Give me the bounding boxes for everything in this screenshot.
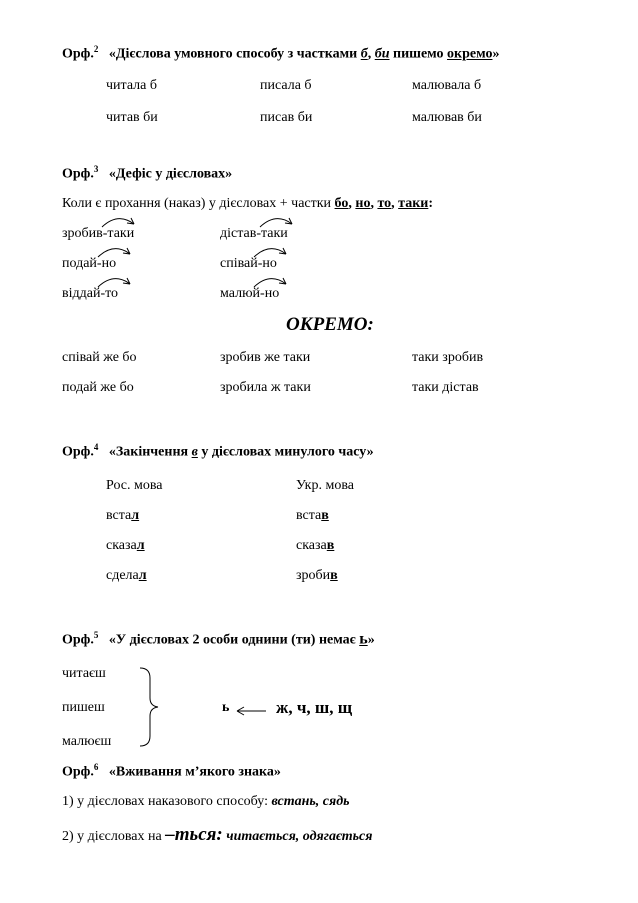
orf5-title-end: » [367, 632, 375, 648]
orf6-line-2 [62, 824, 372, 846]
orf3-rule-text: Коли є прохання (наказ) у дієсловах + частки [62, 196, 335, 211]
orf3-separate-1-2: зробив же таки [220, 350, 311, 365]
orf3-separate-2-3: таки дістав [412, 380, 479, 395]
orf4-letter: в [191, 444, 198, 460]
orf4-uk-header: Укр. мова [296, 478, 354, 493]
orf3-prefix: Орф. [62, 166, 94, 182]
orf5-title-a: «У дієсловах 2 особи однини (ти) немає [108, 632, 360, 648]
orf3-title: «Дефіс у дієсловах» [108, 166, 233, 182]
orf3-hyphen-2-2: співай-но [220, 256, 277, 271]
orf4-title-a: «Закінчення [108, 444, 192, 460]
orf3-hyphen-1-2: дістав-таки [220, 226, 288, 241]
left-arrow-icon [234, 706, 268, 716]
orf3-rule-end: : [428, 196, 434, 211]
orf3-number: 3 [93, 164, 99, 174]
orf2-heading [62, 44, 499, 63]
orf6-line-1 [62, 794, 350, 810]
orf6-number: 6 [93, 762, 99, 772]
orf3-hyphen-3-1: віддай-то [62, 286, 119, 301]
orf2-cell-1-1: читала б [106, 78, 157, 93]
orf2-cell-1-3: малювала б [412, 78, 482, 93]
orf3-hyphen-3-2: малюй-но [220, 286, 280, 301]
orf3-separate-1-1: співай же бо [62, 350, 137, 365]
orf3-particle-no: но [355, 196, 371, 211]
orf3-separate-title: ОКРЕМО: [286, 314, 374, 335]
orf2-particle-b: б [360, 46, 368, 62]
orf4-ru-word: встал [106, 508, 140, 523]
orf3-separate-2-2: зробила ж таки [220, 380, 311, 395]
orf5-letters: ж, ч, ш, щ [276, 698, 353, 717]
orf6-line2-examples: читається, одягається [222, 829, 373, 844]
orf4-prefix: Орф. [62, 444, 94, 460]
orf6-prefix: Орф. [62, 764, 94, 780]
orf3-hyphen-1-1: зробив-таки [62, 226, 135, 241]
orf3-particle-to: то [377, 196, 392, 211]
orf2-cell-2-3: малював би [412, 110, 482, 125]
orf6-line2-suffix: –ться: [165, 824, 223, 845]
orf4-title-b: у дієсловах минулого часу» [197, 444, 374, 460]
orf6-line1-text: 1) у дієсловах наказового способу: [62, 794, 272, 809]
orf4-uk-word: встав [296, 508, 329, 523]
orf5-soft-sign-label: ь [222, 700, 230, 715]
orf4-ru-word: сказал [106, 538, 145, 553]
orf4-uk-word: зробив [296, 568, 338, 583]
orf3-rule: Коли є прохання (наказ) у дієсловах + частки бо, но, то, таки: [62, 196, 434, 211]
orf5-word: малюєш [62, 734, 112, 749]
orf2-prefix: Орф. [62, 46, 94, 62]
orf5-prefix: Орф. [62, 632, 94, 648]
orf4-uk-word: сказав [296, 538, 335, 553]
orf2-cell-2-1: читав би [106, 110, 158, 125]
orf5-number: 5 [93, 630, 99, 640]
orf4-ru-word: сделал [106, 568, 147, 583]
orf2-title-a: «Дієслова умовного способу з частками [108, 46, 361, 62]
orf3-heading [62, 164, 232, 183]
orf4-heading [62, 442, 374, 461]
orf2-particle-by: би [374, 46, 390, 62]
orf6-line1-examples: встань, сядь [271, 794, 350, 809]
orf2-cell-1-2: писала б [260, 78, 312, 93]
orf4-ru-header: Рос. мова [106, 478, 163, 493]
orf5-heading [62, 630, 375, 649]
curly-brace-icon [136, 664, 162, 750]
orf5-word: пишеш [62, 700, 105, 715]
orf6-heading [62, 762, 281, 781]
orf6-line2-text: 2) у дієсловах на [62, 829, 166, 844]
orf2-comma: , [367, 46, 375, 62]
orf5-soft-sign: ь [359, 630, 368, 648]
orf2-number: 2 [93, 44, 99, 54]
orf3-separate-2-1: подай же бо [62, 380, 134, 395]
orf2-title-b: пишемо [389, 46, 448, 62]
orf5-word: читаєш [62, 666, 106, 681]
orf2-title-end: » [492, 46, 500, 62]
orf6-title: «Вживання м’якого знака» [108, 764, 281, 780]
orf3-particle-taky: таки [398, 196, 429, 211]
orf2-cell-2-2: писав би [260, 110, 313, 125]
orf3-separate-1-3: таки зробив [412, 350, 484, 365]
orf3-particle-bo: бо [334, 196, 349, 211]
orf2-okremo: окремо [447, 46, 493, 62]
orf3-hyphen-2-1: подай-но [62, 256, 117, 271]
orf4-number: 4 [93, 442, 99, 452]
